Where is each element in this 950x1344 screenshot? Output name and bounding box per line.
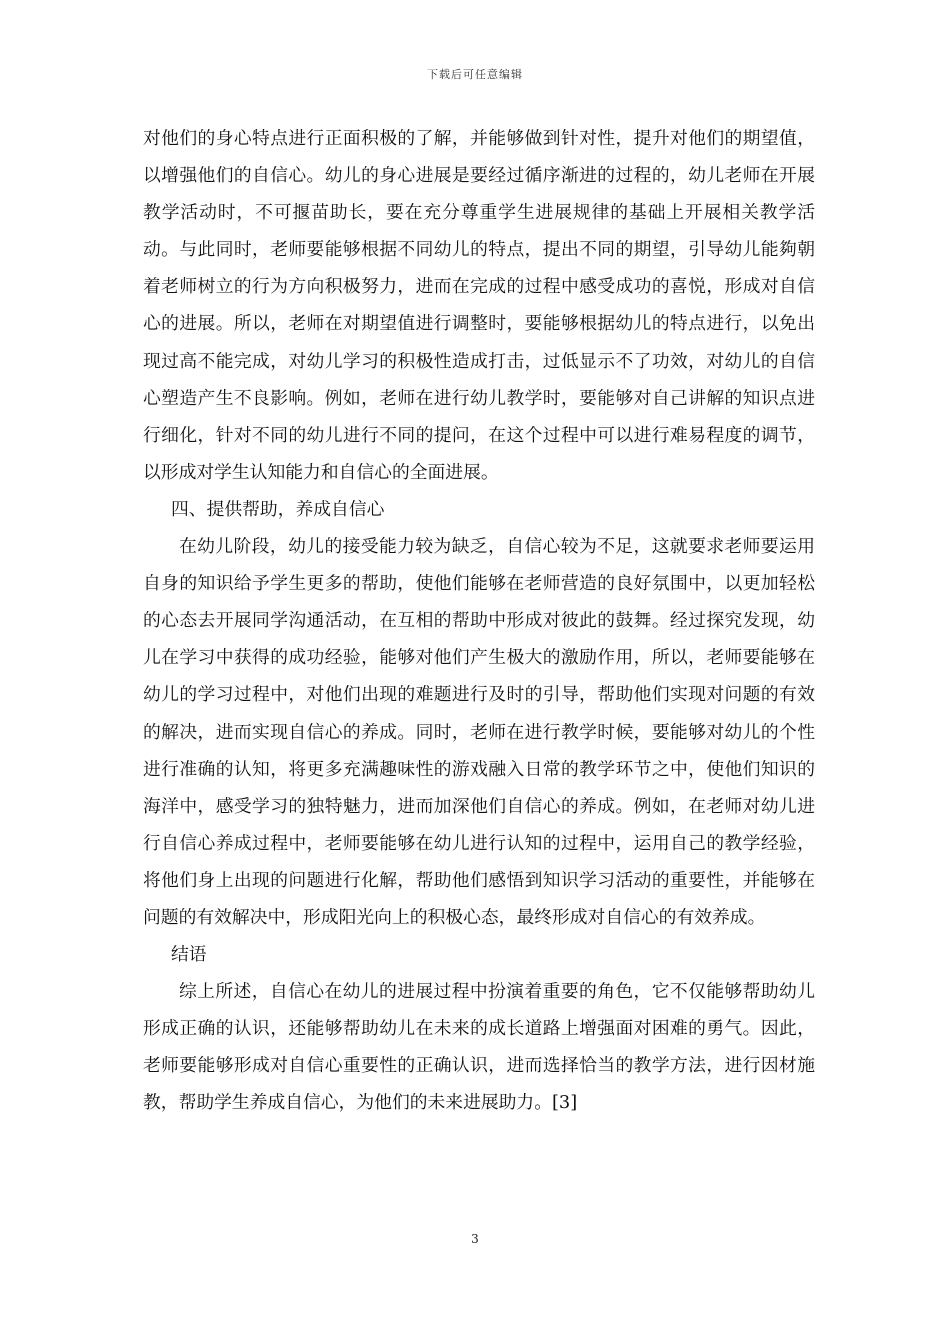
conclusion-heading: 结语 [171, 944, 207, 966]
paragraph-provide-help: 在幼儿阶段，幼儿的接受能力较为缺乏，自信心较为不足，这就要求老师要运用自身的知识给予学生更多的帮助，使他们能够在老师营造的良好氛围中，以更加轻松的心态去开展同学沟通活动，在互相的帮助中形成对彼此的鼓舞。经过探究发现，幼儿在学习中获得的成功经验，能够对他们产生极大的激励作用，所以，老师要能够在幼儿的学习过程中，对他们出现的难题进行及时的引导，帮助他们实现对问题的有效的解决，进而实现自信心的养成。同时，老师在进行教学时候，要能够对幼儿的个性进行准确的认知，将更多充满趣味性的游戏融入日常的教学环节之中，使他们知识的海洋中，感受学习的独特魅力，进而加深他们自信心的养成。例如，在老师对幼儿进行自信心养成过程中，老师要能够在幼儿进行认知的过程中，运用自己的教学经验，将他们身上出现的问题进行化解，帮助他们感悟到知识学习活动的重要性，并能够在问题的有效解决中，形成阳光向上的积极心态，最终形成对自信心的有效养成。 [143, 536, 815, 928]
page-number: 3 [471, 1232, 479, 1246]
paragraph-expectations: 对他们的身心特点进行正面积极的了解，并能够做到针对性，提升对他们的期望值，以增强他们的自信心。幼儿的身心进展是要经过循序渐进的过程的，幼儿老师在开展教学活动时，不可揠苗助长，要在充分尊重学生进展规律的基础上开展相关教学活动。与此同时，老师要能够根据不同幼儿的特点，提出不同的期望，引导幼儿能夠朝着老师树立的行为方向积极努力，进而在完成的过程中感受成功的喜悦，形成对自信心的进展。所以，老师在对期望值进行调整时，要能够根据幼儿的特点进行，以免出现过高不能完成，对幼儿学习的积极性造成打击，过低显示不了功效，对幼儿的自信心塑造产生不良影响。例如，老师在进行幼儿教学时，要能够对自己讲解的知识点进行细化，针对不同的幼儿进行不同的提问，在这个过程中可以进行难易程度的调节，以形成对学生认知能力和自信心的全面进展。 [143, 128, 815, 483]
document-body [143, 120, 815, 1122]
page-header-note: 下载后可任意编辑 [427, 68, 523, 81]
section-heading-four: 四、提供帮助，养成自信心 [171, 498, 385, 520]
paragraph-conclusion: 综上所述，自信心在幼儿的进展过程中扮演着重要的角色，它不仅能够帮助幼儿形成正确的认识，还能够帮助幼儿在未来的成长道路上增强面对困难的勇气。因此，老师要能够形成对自信心重要性的正确认识，进而选择恰当的教学方法，进行因材施教，帮助学生养成自信心，为他们的未来进展助力。[3] [143, 981, 815, 1114]
